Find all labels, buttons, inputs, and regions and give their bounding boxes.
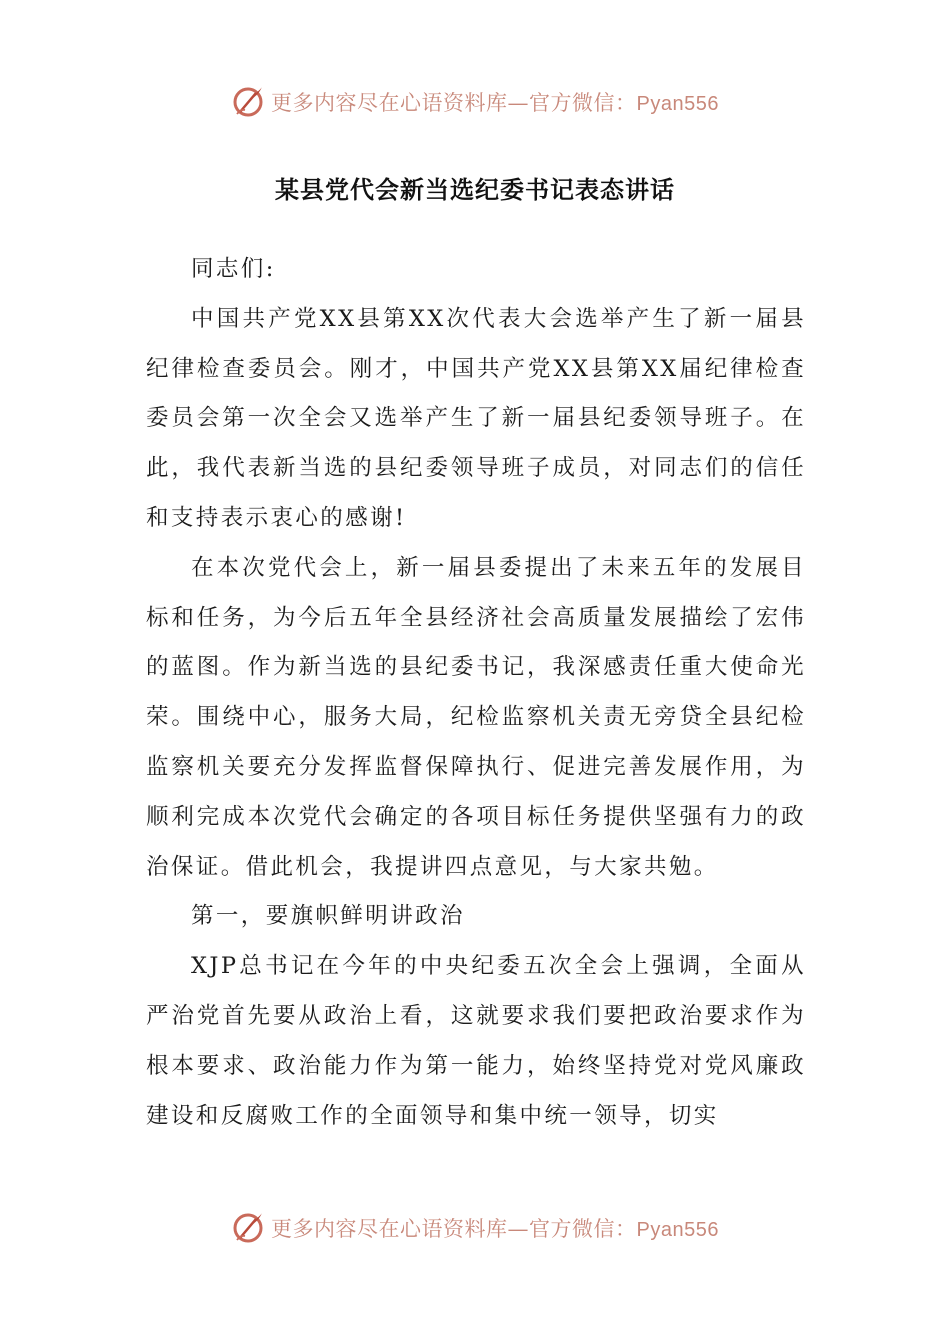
section-heading: 第一，要旗帜鲜明讲政治 — [191, 903, 465, 930]
quill-logo-icon — [231, 1211, 265, 1245]
quill-logo-icon — [231, 85, 265, 119]
page-title: 某县党代会新当选纪委书记表态讲话 — [275, 175, 675, 204]
paragraph: XJP总书记在今年的中央纪委五次全会上强调，全面从严治党首先要从政治上看，这就要求我们要把政治要求作为根本要求、政治能力作为第一能力，始终坚持党对党风廉政建设和反腐败工作的全面领导和集中统一领导，切实 — [146, 953, 806, 1129]
watermark-text: 更多内容尽在心语资料库—官方微信：Pyan556 — [271, 1217, 719, 1241]
paragraph-salutation: 同志们: — [191, 256, 276, 282]
paragraph: 中国共产党XX县第XX次代表大会选举产生了新一届县纪律检查委员会。刚才，中国共产党XX县第XX届纪律检查委员会第一次全会又选举产生了新一届县纪委领导班子。在此，我代表新当选的县纪委领导班子成员，对同志们的信任和支持表示衷心的感谢! — [146, 305, 806, 531]
paragraph: 在本次党代会上，新一届县委提出了未来五年的发展目标和任务，为今后五年全县经济社会高质量发展描绘了宏伟的蓝图。作为新当选的县纪委书记，我深感责任重大使命光荣。围绕中心，服务大局，纪检监察机关责无旁贷全县纪检监察机关要充分发挥监督保障执行、促进完善发展作用，为顺利完成本次党代会确定的各项目标任务提供坚强有力的政治保证。借此机会，我提讲四点意见，与大家共勉。 — [146, 554, 806, 880]
watermark-banner-top — [0, 80, 950, 124]
watermark-banner-bottom — [0, 1206, 950, 1250]
document-body — [146, 245, 806, 1141]
watermark-text: 更多内容尽在心语资料库—官方微信：Pyan556 — [271, 91, 719, 115]
